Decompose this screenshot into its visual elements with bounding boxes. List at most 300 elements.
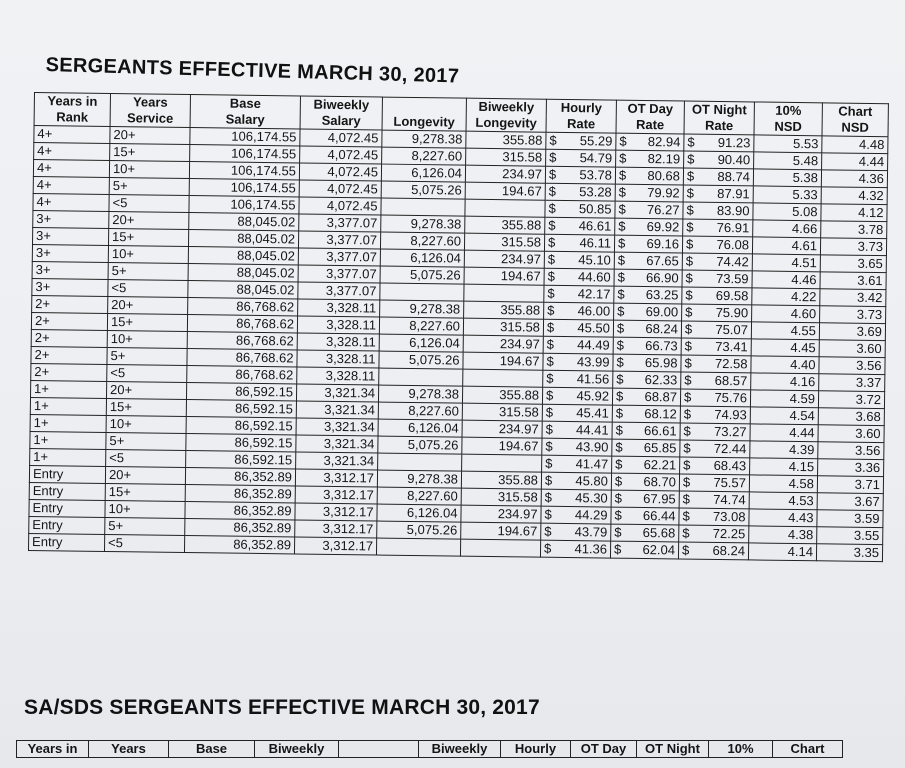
cell-nsd: 4.59 [750, 390, 818, 408]
currency-symbol: $ [548, 217, 556, 233]
cell-chart: 4.32 [821, 187, 887, 205]
cell-biweekly: 3,312.17 [294, 537, 376, 555]
header-years-in-rank: Years in [34, 93, 110, 110]
cell-svc: 10+ [109, 160, 189, 178]
cell-ot-day [613, 337, 681, 355]
cell-ot-day [611, 473, 679, 491]
cell-base: 86,592.15 [186, 400, 296, 418]
cell-ot-night [682, 253, 752, 271]
cell-ot-night [682, 304, 752, 322]
cell-svc: 15+ [110, 143, 190, 161]
cell-value: 82.94 [647, 134, 681, 150]
cell-chart: 3.59 [817, 510, 883, 528]
cell-hourly [541, 472, 611, 490]
currency-symbol: $ [545, 455, 553, 471]
cell-hourly [543, 370, 613, 388]
header-years-service: Service [110, 110, 190, 128]
cell-longevity: 9,278.38 [381, 215, 465, 233]
cell-svc: <5 [108, 279, 188, 297]
cell-value: 68.24 [712, 542, 746, 559]
cell-ot-day [612, 439, 680, 457]
currency-symbol: $ [682, 508, 690, 524]
cell-chart: 3.56 [818, 442, 884, 460]
cell-longevity: 5,075.26 [381, 181, 465, 199]
currency-symbol: $ [685, 304, 693, 320]
cell-bi-long [463, 369, 543, 387]
header-years-service: Years [110, 94, 190, 112]
cell-value: 74.74 [713, 491, 746, 508]
currency-symbol: $ [544, 472, 553, 488]
cell-chart: 4.36 [821, 170, 887, 188]
cell-hourly [541, 523, 611, 541]
cell-bi-long: 355.88 [461, 471, 541, 489]
cell-chart: 4.48 [822, 136, 888, 154]
cell-bi-long: 194.67 [465, 182, 545, 200]
cell-ot-day [611, 507, 679, 525]
cell-rank: 4+ [33, 176, 109, 194]
cell-nsd: 4.22 [752, 288, 820, 306]
cell-hourly [544, 285, 614, 303]
cell-hourly [542, 387, 612, 405]
cell-ot-night [681, 338, 751, 356]
header-years-in-rank: Rank [34, 109, 110, 126]
cell-value: 45.30 [575, 490, 608, 506]
cell-biweekly: 3,312.17 [295, 520, 377, 538]
cell-hourly [545, 183, 615, 201]
cell-chart: 3.56 [819, 357, 885, 375]
currency-symbol: $ [684, 355, 692, 371]
currency-symbol: $ [683, 457, 691, 473]
cell-value: 72.58 [714, 355, 748, 372]
cell-ot-night [681, 321, 751, 339]
cell-nsd: 4.43 [749, 509, 817, 527]
currency-symbol: $ [619, 133, 627, 149]
cell-base: 86,592.15 [186, 434, 296, 452]
cell-svc: 20+ [110, 126, 190, 144]
cell-hourly [546, 132, 616, 150]
currency-symbol: $ [614, 524, 622, 540]
cell-value: 45.50 [577, 320, 611, 336]
cell-svc: 10+ [108, 245, 188, 263]
cell-base: 86,768.62 [187, 349, 297, 367]
cell-value: 69.00 [645, 304, 679, 320]
cell-value: 76.08 [716, 236, 750, 253]
cell-base: 106,174.55 [189, 162, 299, 180]
cell-bi-long: 194.67 [462, 437, 542, 455]
cell-biweekly: 3,328.11 [297, 316, 379, 334]
cell-svc: 15+ [106, 398, 186, 416]
cell-hourly [545, 166, 615, 184]
currency-symbol: $ [618, 218, 626, 234]
cell-rank: 4+ [34, 143, 110, 161]
cell-ot-night [679, 525, 749, 543]
cell-svc: 15+ [108, 228, 188, 246]
cell-value: 91.23 [717, 134, 751, 151]
currency-symbol: $ [683, 389, 692, 405]
cell-chart: 3.78 [821, 221, 887, 239]
cell-bi-long: 234.97 [463, 335, 543, 353]
cell-nsd: 4.39 [750, 441, 818, 459]
cell-value: 62.21 [643, 457, 677, 473]
cell-ot-night [680, 406, 750, 424]
cell-ot-night [681, 372, 751, 390]
cell-value: 68.12 [644, 406, 677, 422]
header-hourly-rate: Rate [546, 116, 616, 133]
cell-longevity: 5,075.26 [380, 266, 464, 284]
cell-value: 74.93 [714, 406, 747, 423]
cell-svc: 5+ [106, 432, 186, 450]
cell-base: 88,045.02 [188, 281, 298, 299]
cell-ot-day [614, 252, 682, 270]
cell-value: 68.43 [713, 457, 747, 474]
header-base-salary: Salary [190, 111, 300, 129]
cell-hourly [545, 200, 615, 218]
cell-bi-long [460, 539, 540, 557]
cell-value: 41.56 [576, 371, 610, 387]
cell-nsd: 4.66 [753, 220, 821, 238]
cell-biweekly: 3,321.34 [296, 435, 378, 453]
currency-symbol: $ [549, 149, 557, 165]
cell-biweekly: 3,321.34 [296, 401, 378, 419]
cell-value: 41.47 [575, 456, 609, 472]
cell-rank: Entry [29, 499, 105, 517]
header-longevity [339, 741, 419, 758]
cell-ot-night [679, 508, 749, 526]
cell-bi-long: 355.88 [466, 131, 546, 149]
cell-nsd: 4.15 [750, 458, 818, 476]
cell-biweekly: 4,072.45 [299, 197, 381, 215]
cell-longevity [378, 453, 462, 471]
currency-symbol: $ [545, 404, 554, 420]
currency-symbol: $ [617, 235, 626, 251]
cell-base: 86,352.89 [185, 519, 295, 537]
cell-base: 88,045.02 [188, 230, 298, 248]
cell-chart: 3.67 [817, 493, 883, 511]
cell-ot-day [616, 133, 684, 151]
currency-symbol: $ [683, 406, 692, 422]
cell-ot-day [612, 456, 680, 474]
cell-nsd: 5.53 [754, 135, 822, 153]
cell-ot-day [614, 286, 682, 304]
currency-symbol: $ [548, 166, 557, 182]
cell-nsd: 4.55 [751, 322, 819, 340]
header-longevity [382, 97, 466, 115]
cell-longevity: 5,075.26 [378, 436, 462, 454]
cell-rank: 4+ [34, 126, 110, 144]
currency-symbol: $ [545, 421, 553, 437]
cell-chart: 3.35 [816, 544, 882, 562]
cell-rank: 2+ [31, 312, 107, 330]
cell-value: 50.85 [578, 201, 612, 217]
currency-symbol: $ [544, 523, 552, 539]
cell-chart: 3.55 [817, 527, 883, 545]
cell-ot-day [614, 269, 682, 287]
cell-value: 63.25 [645, 287, 679, 303]
currency-symbol: $ [546, 319, 555, 335]
cell-svc: 20+ [105, 466, 185, 484]
cell-nsd: 4.60 [752, 305, 820, 323]
cell-base: 86,352.89 [185, 468, 295, 486]
header-nsd-10: 10% [709, 741, 773, 758]
header-biweekly-longevity: Biweekly [419, 741, 501, 758]
currency-symbol: $ [685, 236, 694, 252]
currency-symbol: $ [682, 525, 690, 541]
cell-value: 44.41 [575, 422, 609, 438]
cell-longevity: 6,126.04 [377, 504, 461, 522]
cell-longevity: 9,278.38 [382, 130, 466, 148]
cell-longevity: 8,227.60 [379, 317, 463, 335]
cell-value: 62.33 [644, 372, 678, 388]
currency-symbol: $ [548, 183, 557, 199]
currency-symbol: $ [685, 287, 693, 303]
cell-bi-long: 355.88 [464, 301, 544, 319]
cell-longevity: 6,126.04 [379, 334, 463, 352]
header-longevity: Longevity [382, 114, 466, 132]
cell-base: 86,768.62 [187, 332, 297, 350]
cell-biweekly: 3,328.11 [297, 367, 379, 385]
cell-value: 67.65 [646, 253, 679, 269]
currency-symbol: $ [685, 270, 693, 286]
cell-value: 43.90 [575, 439, 609, 455]
cell-value: 76.91 [716, 219, 750, 236]
header-years-service: Years [89, 741, 169, 758]
cell-chart: 3.60 [818, 425, 884, 443]
cell-chart: 3.60 [819, 340, 885, 358]
cell-rank: Entry [29, 482, 105, 500]
cell-ot-day [613, 371, 681, 389]
cell-value: 45.10 [578, 252, 611, 268]
cell-ot-day [615, 167, 683, 185]
cell-value: 68.57 [714, 372, 748, 389]
cell-value: 46.00 [577, 303, 611, 319]
cell-value: 73.27 [713, 423, 747, 440]
header-years-in-rank: Years in [17, 741, 89, 758]
cell-bi-long [464, 284, 544, 302]
salary-table [28, 92, 889, 562]
cell-hourly [541, 506, 611, 524]
cell-ot-day [614, 235, 682, 253]
cell-value: 87.91 [717, 185, 750, 202]
cell-value: 65.98 [644, 355, 678, 371]
currency-symbol: $ [544, 489, 553, 505]
cell-ot-day [613, 354, 681, 372]
header-biweekly-salary: Biweekly [255, 741, 339, 758]
cell-value: 75.76 [714, 389, 748, 406]
header-biweekly-longevity: Biweekly [466, 98, 546, 116]
cell-bi-long: 234.97 [464, 250, 544, 268]
cell-value: 46.11 [579, 235, 612, 251]
cell-value: 65.68 [642, 525, 676, 541]
currency-symbol: $ [613, 541, 622, 557]
cell-chart: 3.65 [820, 255, 886, 273]
cell-value: 68.70 [643, 474, 677, 490]
cell-biweekly: 3,321.34 [296, 452, 378, 470]
cell-value: 43.99 [576, 354, 610, 370]
cell-value: 45.92 [576, 388, 610, 404]
cell-ot-day [616, 150, 684, 168]
cell-longevity [379, 368, 463, 386]
cell-hourly [544, 268, 614, 286]
currency-symbol: $ [545, 438, 553, 454]
currency-symbol: $ [615, 422, 623, 438]
cell-svc: 5+ [108, 262, 188, 280]
cell-nsd: 4.53 [749, 492, 817, 510]
header-ot-day-rate: OT Day [616, 100, 684, 117]
cell-ot-night [681, 355, 751, 373]
currency-symbol: $ [615, 456, 623, 472]
cell-biweekly: 3,377.07 [298, 248, 380, 266]
currency-symbol: $ [545, 387, 554, 403]
cell-value: 72.25 [712, 525, 746, 542]
cell-chart: 3.37 [819, 374, 885, 392]
cell-longevity: 5,075.26 [377, 521, 461, 539]
cell-nsd: 4.38 [749, 526, 817, 544]
cell-ot-night [682, 270, 752, 288]
cell-svc: 20+ [109, 211, 189, 229]
cell-value: 44.49 [577, 337, 610, 353]
cell-longevity [376, 538, 460, 556]
cell-hourly [544, 251, 614, 269]
header-hourly-rate: Hourly [501, 741, 571, 758]
cell-hourly [543, 319, 613, 337]
cell-rank: 3+ [32, 278, 108, 296]
currency-symbol: $ [617, 303, 625, 319]
cell-svc: 10+ [107, 330, 187, 348]
header-biweekly-longevity: Longevity [466, 115, 546, 133]
currency-symbol: $ [684, 372, 692, 388]
cell-ot-night [684, 151, 754, 169]
currency-symbol: $ [619, 150, 627, 166]
cell-value: 82.19 [647, 151, 681, 167]
cell-ot-day [615, 184, 683, 202]
cell-value: 65.85 [643, 440, 677, 456]
cell-ot-night [682, 287, 752, 305]
cell-value: 68.87 [644, 389, 678, 405]
cell-value: 73.41 [715, 338, 748, 355]
cell-value: 73.59 [715, 270, 749, 287]
cell-bi-long: 355.88 [462, 386, 542, 404]
cell-ot-night [680, 457, 750, 475]
cell-chart: 3.71 [817, 476, 883, 494]
cell-value: 55.29 [579, 133, 613, 149]
cell-value: 83.90 [716, 202, 750, 219]
cell-value: 68.24 [645, 321, 679, 337]
cell-longevity: 8,227.60 [380, 232, 464, 250]
cell-value: 53.28 [579, 184, 612, 200]
currency-symbol: $ [543, 540, 552, 556]
currency-symbol: $ [614, 507, 622, 523]
cell-rank: 1+ [30, 414, 106, 432]
cell-ot-day [613, 320, 681, 338]
cell-value: 79.92 [647, 185, 680, 201]
currency-symbol: $ [681, 542, 690, 558]
second-salary-table [16, 740, 843, 758]
cell-value: 41.36 [574, 541, 608, 557]
cell-nsd: 4.46 [752, 271, 820, 289]
cell-rank: 3+ [33, 210, 109, 228]
cell-value: 53.78 [579, 167, 613, 183]
header-ot-night-rate: OT Night [637, 741, 709, 758]
cell-value: 66.61 [643, 423, 677, 439]
cell-rank: 1+ [30, 397, 106, 415]
cell-base: 106,174.55 [189, 196, 299, 214]
cell-value: 43.79 [574, 524, 608, 540]
cell-value: 72.44 [713, 440, 747, 457]
cell-rank: 1+ [30, 431, 106, 449]
header-chart-nsd: NSD [822, 119, 888, 136]
cell-biweekly: 3,377.07 [299, 214, 381, 232]
cell-value: 76.27 [646, 202, 680, 218]
cell-bi-long: 234.97 [461, 505, 541, 523]
cell-longevity: 5,075.26 [379, 351, 463, 369]
header-chart-nsd: Chart [822, 103, 888, 120]
cell-value: 45.80 [575, 473, 609, 489]
currency-symbol: $ [614, 473, 623, 489]
cell-hourly [543, 336, 613, 354]
cell-longevity: 9,278.38 [377, 470, 461, 488]
cell-bi-long: 194.67 [463, 352, 543, 370]
cell-ot-day [614, 303, 682, 321]
cell-rank: Entry [29, 516, 105, 534]
currency-symbol: $ [682, 491, 691, 507]
cell-ot-night [680, 389, 750, 407]
cell-chart: 3.68 [818, 408, 884, 426]
cell-svc: 10+ [106, 415, 186, 433]
cell-ot-day [610, 541, 678, 559]
cell-chart: 3.69 [819, 323, 885, 341]
cell-chart: 3.73 [820, 306, 886, 324]
cell-biweekly: 3,377.07 [298, 282, 380, 300]
cell-longevity [380, 283, 464, 301]
cell-biweekly: 3,377.07 [298, 265, 380, 283]
cell-ot-night [683, 168, 753, 186]
cell-nsd: 4.14 [748, 543, 816, 561]
cell-value: 54.79 [579, 150, 613, 166]
cell-value: 75.90 [715, 304, 749, 321]
cell-value: 44.60 [577, 269, 611, 285]
cell-bi-long: 315.58 [462, 403, 542, 421]
cell-svc: 15+ [105, 483, 185, 501]
cell-biweekly: 4,072.45 [300, 129, 382, 147]
cell-svc: <5 [107, 364, 187, 382]
cell-value: 42.17 [577, 286, 611, 302]
cell-base: 106,174.55 [190, 128, 300, 146]
cell-chart: 3.42 [820, 289, 886, 307]
currency-symbol: $ [616, 371, 624, 387]
cell-hourly [543, 353, 613, 371]
cell-bi-long: 315.58 [466, 148, 546, 166]
cell-base: 106,174.55 [190, 145, 300, 163]
cell-nsd: 4.44 [750, 424, 818, 442]
cell-svc: 20+ [106, 381, 186, 399]
currency-symbol: $ [544, 506, 552, 522]
cell-ot-night [680, 423, 750, 441]
currency-symbol: $ [682, 474, 691, 490]
cell-longevity: 8,227.60 [377, 487, 461, 505]
header-ot-day-rate: OT Day [571, 741, 637, 758]
currency-symbol: $ [547, 302, 555, 318]
currency-symbol: $ [547, 285, 555, 301]
currency-symbol: $ [618, 201, 626, 217]
currency-symbol: $ [684, 321, 693, 337]
currency-symbol: $ [546, 336, 555, 352]
cell-value: 67.95 [643, 491, 676, 507]
currency-symbol: $ [687, 151, 695, 167]
cell-chart: 3.73 [820, 238, 886, 256]
cell-rank: Entry [28, 533, 104, 551]
header-nsd-10: 10% [754, 102, 822, 119]
cell-hourly [545, 217, 615, 235]
